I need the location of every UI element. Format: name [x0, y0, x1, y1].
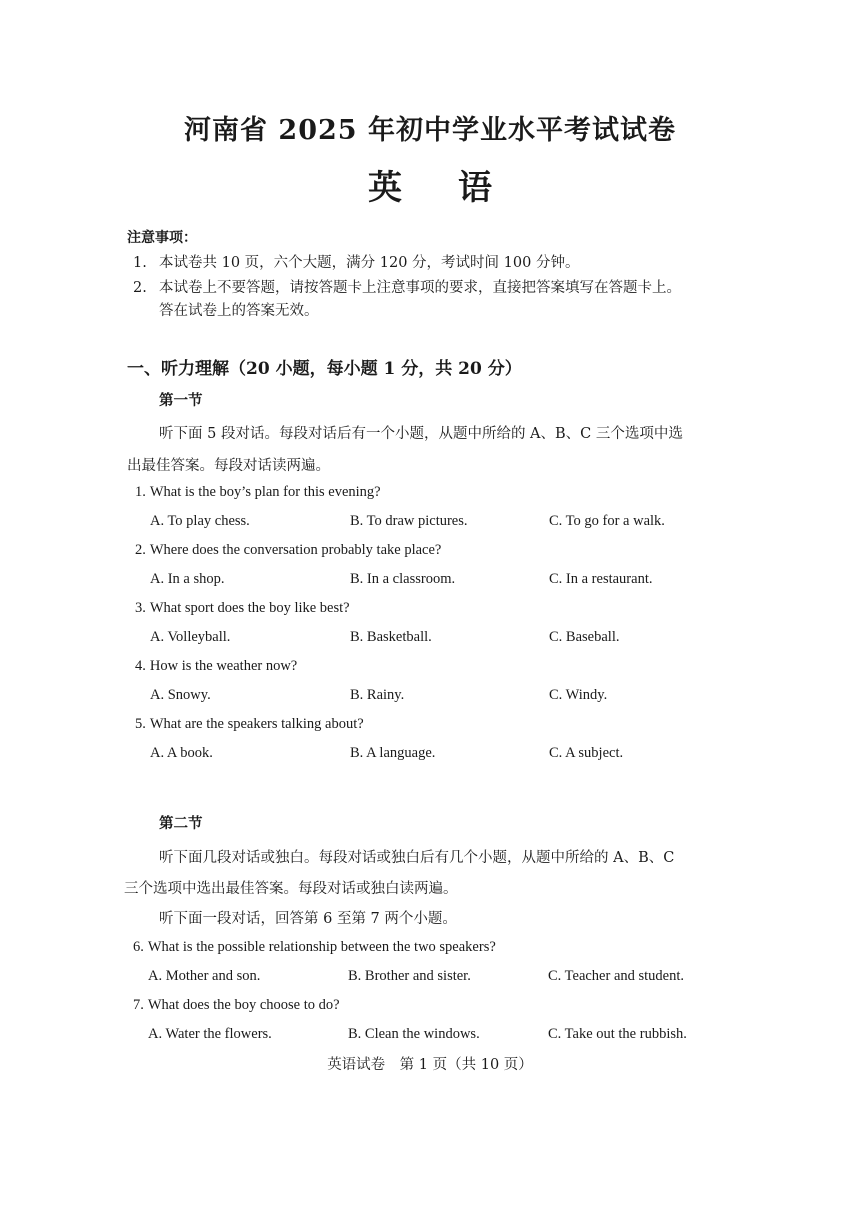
option-b: B. To draw pictures. [350, 513, 468, 529]
question-text: What does the boy choose to do? [147, 997, 340, 1013]
question-text: What are the speakers talking about? [149, 716, 364, 732]
exam-title: 河南省 2025 年初中学业水平考试试卷 [184, 115, 676, 146]
question-number: 7. [133, 997, 144, 1013]
question [133, 939, 496, 956]
question-number: 4. [135, 658, 146, 674]
option-a: A. Volleyball. [150, 629, 231, 645]
note-item [133, 276, 773, 297]
note-continuation: 答在试卷上的答案无效。 [159, 303, 319, 319]
option-b: B. Rainy. [350, 687, 405, 703]
note-text: 本试卷共 10 页，六个大题，满分 120 分，考试时间 100 分钟。 [159, 255, 580, 271]
option-a: A. Water the flowers. [148, 1026, 272, 1042]
question-number: 5. [135, 716, 146, 732]
option-a: A. A book. [150, 745, 213, 761]
question-number: 6. [133, 939, 144, 955]
option-c: C. Windy. [549, 687, 608, 703]
question-text: How is the weather now? [149, 658, 298, 674]
exam-subject: 英语 [368, 168, 548, 208]
option-a: A. Mother and son. [148, 968, 261, 984]
option-b: B. In a classroom. [350, 571, 456, 587]
question-text: What is the possible relationship between the two speakers? [147, 939, 496, 955]
option-a: A. In a shop. [150, 571, 225, 587]
question-text: What is the boy’s plan for this evening? [149, 484, 381, 500]
option-b: B. Brother and sister. [348, 968, 471, 984]
question [135, 484, 381, 501]
question-number: 3. [135, 600, 146, 616]
notes-heading: 注意事项： [127, 230, 197, 246]
question-number: 2. [135, 542, 146, 558]
section-instruction: 听下面一段对话，回答第 6 至第 7 两个小题。 [159, 911, 457, 927]
question-text: What sport does the boy like best? [149, 600, 350, 616]
option-a: A. Snowy. [150, 687, 211, 703]
option-a: A. To play chess. [150, 513, 250, 529]
page-footer: 英语试卷 第 1 页（共 10 页） [327, 1057, 533, 1073]
option-b: B. A language. [350, 745, 436, 761]
option-c: C. Baseball. [549, 629, 620, 645]
part-heading: 一、听力理解（20 小题，每小题 1 分，共 20 分） [127, 359, 522, 379]
option-c: C. Take out the rubbish. [548, 1026, 687, 1042]
note-number: 2. [133, 280, 147, 296]
section-instruction: 出最佳答案。每段对话读两遍。 [127, 458, 330, 474]
note-item [133, 251, 773, 272]
question [135, 716, 364, 733]
note-number: 1. [133, 255, 147, 271]
note-text: 本试卷上不要答题，请按答题卡上注意事项的要求，直接把答案填写在答题卡上。 [159, 280, 681, 296]
option-c: C. To go for a walk. [549, 513, 665, 529]
option-b: B. Basketball. [350, 629, 432, 645]
question [135, 658, 297, 675]
question [135, 542, 441, 559]
section-heading: 第一节 [159, 392, 203, 409]
option-c: C. A subject. [549, 745, 624, 761]
section-instruction: 听下面 5 段对话。每段对话后有一个小题，从题中所给的 A、B、C 三个选项中选 [159, 426, 683, 442]
option-b: B. Clean the windows. [348, 1026, 480, 1042]
question [133, 997, 340, 1014]
question-text: Where does the conversation probably take place? [149, 542, 442, 558]
section-instruction: 三个选项中选出最佳答案。每段对话或独白读两遍。 [124, 881, 458, 897]
section-heading: 第二节 [159, 815, 203, 832]
section-instruction: 听下面几段对话或独白。每段对话或独白后有几个小题，从题中所给的 A、B、C [159, 850, 675, 866]
question [135, 600, 350, 617]
question-number: 1. [135, 484, 146, 500]
option-c: C. Teacher and student. [548, 968, 685, 984]
option-c: C. In a restaurant. [549, 571, 653, 587]
